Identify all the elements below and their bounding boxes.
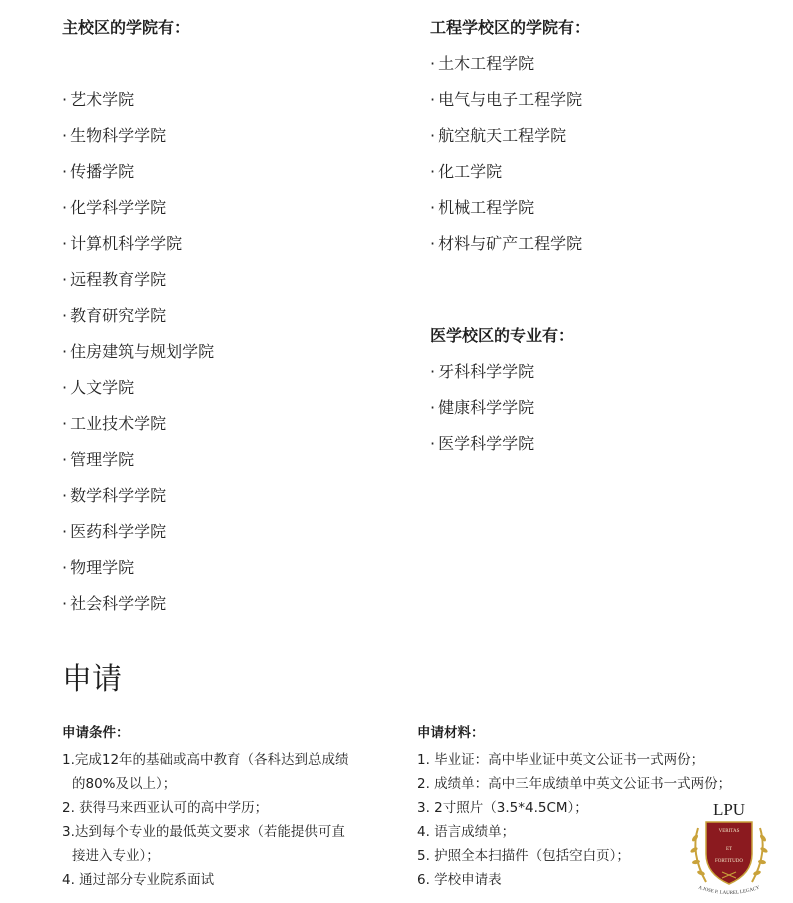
list-item-label: 管理学院 bbox=[70, 450, 135, 469]
logo-text: LPU bbox=[712, 800, 746, 819]
list-item-label: 医药科学学院 bbox=[70, 522, 167, 541]
main-campus-section bbox=[62, 18, 392, 630]
list-item bbox=[430, 398, 770, 434]
list-item bbox=[430, 54, 770, 90]
material-item: 2. 成绩单：高中三年成绩单中英文公证书一式两份； bbox=[417, 776, 732, 792]
list-item-label: 医学科学学院 bbox=[438, 434, 535, 453]
condition-text: 的80%及以上）； bbox=[72, 776, 177, 792]
list-item bbox=[62, 342, 392, 378]
list-item-label: 土木工程学院 bbox=[438, 54, 535, 73]
bullet-dot: · bbox=[430, 234, 436, 253]
bullet-dot: · bbox=[430, 434, 436, 453]
list-item-label: 人文学院 bbox=[70, 378, 135, 397]
list-item-label: 健康科学学院 bbox=[438, 398, 535, 417]
application-conditions bbox=[62, 724, 382, 892]
list-item-label: 物理学院 bbox=[70, 558, 135, 577]
list-item bbox=[430, 198, 770, 234]
svg-text:ET: ET bbox=[725, 847, 733, 852]
condition-item bbox=[62, 820, 382, 868]
condition-text: 4. 通过部分专业院系面试 bbox=[62, 872, 215, 888]
list-item bbox=[62, 594, 392, 630]
svg-text:VERITAS: VERITAS bbox=[718, 829, 740, 834]
bullet-dot: · bbox=[430, 198, 436, 217]
condition-text: 接进入专业）； bbox=[72, 848, 160, 864]
list-item-label: 教育研究学院 bbox=[70, 306, 167, 325]
material-item: 6. 学校申请表 bbox=[417, 872, 502, 888]
list-item-label: 机械工程学院 bbox=[438, 198, 535, 217]
bullet-dot: · bbox=[62, 306, 68, 325]
list-item bbox=[62, 90, 392, 126]
list-item bbox=[62, 162, 392, 198]
list-item bbox=[62, 198, 392, 234]
list-item bbox=[62, 234, 392, 270]
bullet-dot: · bbox=[430, 398, 436, 417]
list-item bbox=[430, 162, 770, 198]
list-item bbox=[62, 270, 392, 306]
list-item bbox=[62, 486, 392, 522]
bullet-dot: · bbox=[62, 90, 68, 109]
engineering-campus-heading: 工程学校区的学院有： bbox=[430, 18, 591, 37]
list-item-label: 工业技术学院 bbox=[70, 414, 167, 433]
medical-campus-heading: 医学校区的专业有： bbox=[430, 326, 575, 345]
bullet-dot: · bbox=[62, 162, 68, 181]
list-item bbox=[62, 450, 392, 486]
list-item-label: 计算机科学学院 bbox=[70, 234, 183, 253]
bullet-dot: · bbox=[430, 362, 436, 381]
material-item: 1. 毕业证：高中毕业证中英文公证书一式两份； bbox=[417, 752, 705, 768]
list-item-label: 电气与电子工程学院 bbox=[438, 90, 583, 109]
condition-item bbox=[62, 748, 382, 796]
medical-campus-list bbox=[430, 362, 770, 470]
bullet-dot: · bbox=[62, 342, 68, 361]
list-item bbox=[62, 306, 392, 342]
material-item: 4. 语言成绩单； bbox=[417, 824, 516, 840]
list-item bbox=[430, 234, 770, 270]
material-item: 5. 护照全本扫描件（包括空白页）； bbox=[417, 848, 630, 864]
list-item bbox=[430, 126, 770, 162]
main-campus-list bbox=[62, 90, 392, 630]
list-item bbox=[62, 558, 392, 594]
bullet-dot: · bbox=[62, 558, 68, 577]
main-campus-heading: 主校区的学院有： bbox=[62, 18, 191, 37]
conditions-list bbox=[62, 748, 382, 892]
engineering-campus-list bbox=[430, 54, 770, 270]
list-item-label: 远程教育学院 bbox=[70, 270, 167, 289]
bullet-dot: · bbox=[62, 486, 68, 505]
list-item-label: 材料与矿产工程学院 bbox=[438, 234, 583, 253]
list-item-label: 牙科科学学院 bbox=[438, 362, 535, 381]
bullet-dot: · bbox=[430, 162, 436, 181]
svg-text:FORTITUDO: FORTITUDO bbox=[714, 859, 744, 864]
bullet-dot: · bbox=[62, 126, 68, 145]
bullet-dot: · bbox=[62, 594, 68, 613]
conditions-heading: 申请条件： bbox=[62, 725, 130, 741]
bullet-dot: · bbox=[62, 450, 68, 469]
list-item-label: 数学科学学院 bbox=[70, 486, 167, 505]
list-item-label: 社会科学学院 bbox=[70, 594, 167, 613]
medical-campus-section bbox=[430, 326, 770, 470]
list-item-label: 住房建筑与规划学院 bbox=[70, 342, 215, 361]
list-item bbox=[62, 414, 392, 450]
list-item-label: 化工学院 bbox=[438, 162, 503, 181]
logo-ribbon: A JOSE P. LAUREL LEGACY bbox=[697, 885, 761, 897]
bullet-dot: · bbox=[62, 270, 68, 289]
list-item bbox=[62, 522, 392, 558]
bullet-dot: · bbox=[62, 522, 68, 541]
material-item: 3. 2寸照片（3.5*4.5CM）； bbox=[417, 800, 588, 816]
list-item-label: 传播学院 bbox=[70, 162, 135, 181]
bullet-dot: · bbox=[430, 54, 436, 73]
bullet-dot: · bbox=[62, 414, 68, 433]
list-item bbox=[430, 362, 770, 398]
list-item bbox=[430, 90, 770, 126]
engineering-campus-section bbox=[430, 18, 770, 270]
condition-text: 2. 获得马来西亚认可的高中学历； bbox=[62, 800, 269, 816]
condition-text: 1.完成12年的基础或高中教育（各科达到总成绩 bbox=[62, 752, 349, 768]
condition-item bbox=[62, 868, 382, 892]
bullet-dot: · bbox=[62, 234, 68, 253]
bullet-dot: · bbox=[430, 90, 436, 109]
list-item-label: 化学科学学院 bbox=[70, 198, 167, 217]
condition-item bbox=[62, 796, 382, 820]
list-item bbox=[430, 434, 770, 470]
list-item bbox=[62, 378, 392, 414]
bullet-dot: · bbox=[430, 126, 436, 145]
list-item-label: 航空航天工程学院 bbox=[438, 126, 567, 145]
list-item bbox=[62, 126, 392, 162]
list-item-label: 艺术学院 bbox=[70, 90, 135, 109]
condition-text: 3.达到每个专业的最低英文要求（若能提供可直 bbox=[62, 824, 345, 840]
bullet-dot: · bbox=[62, 198, 68, 217]
list-item-label: 生物科学学院 bbox=[70, 126, 167, 145]
lpu-logo bbox=[686, 798, 772, 902]
materials-heading: 申请材料： bbox=[417, 725, 485, 741]
application-title: 申请 bbox=[62, 662, 122, 697]
bullet-dot: · bbox=[62, 378, 68, 397]
